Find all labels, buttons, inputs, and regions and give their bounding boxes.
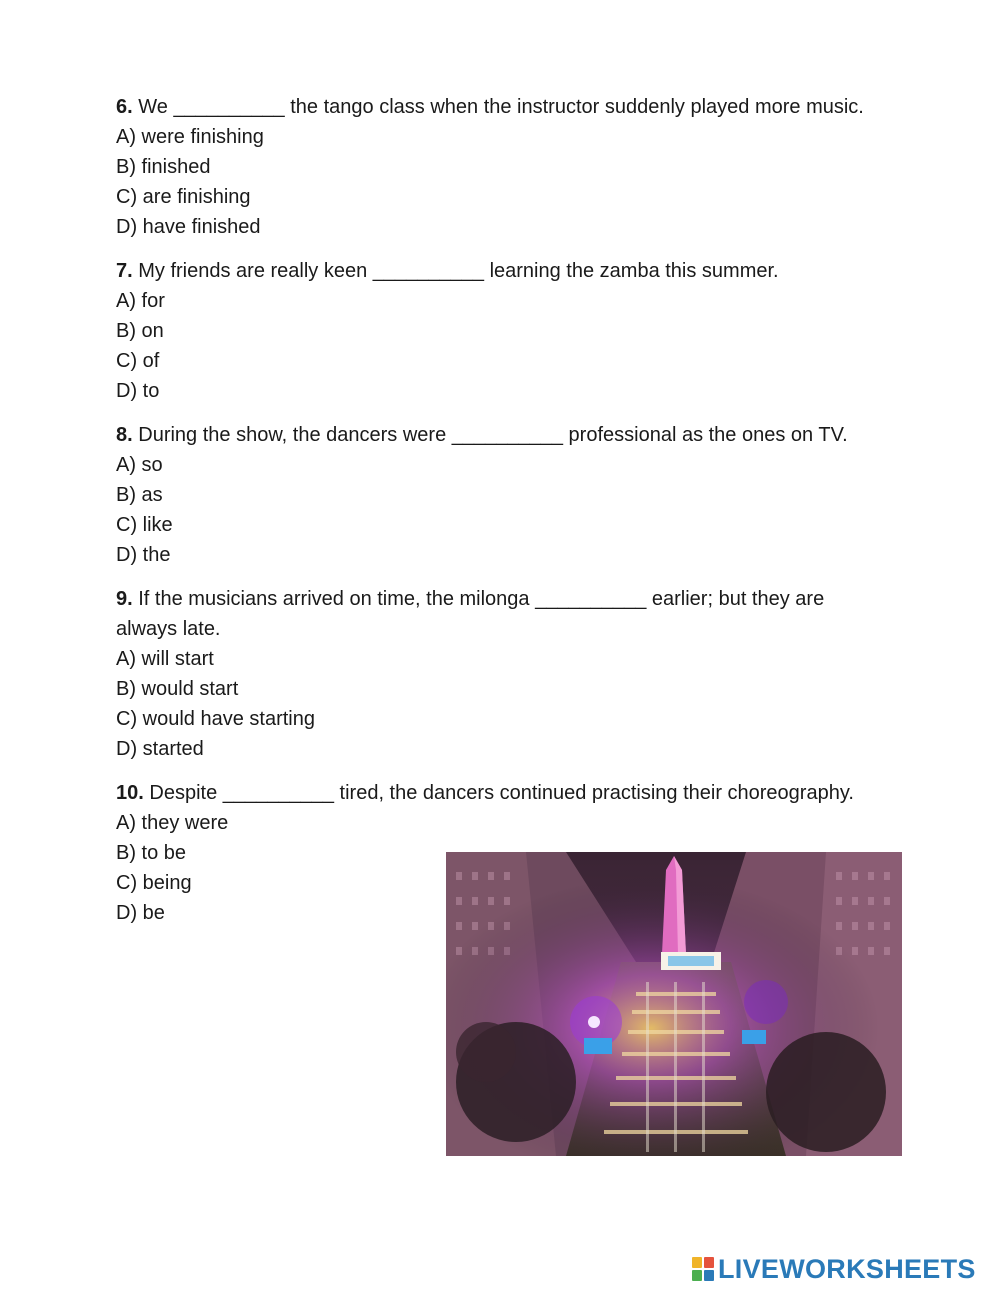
option-b[interactable]: B) would start: [116, 678, 239, 700]
question-stem: [116, 256, 916, 286]
question-text: We __________ the tango class when the instructor suddenly played more music.: [138, 96, 864, 118]
question-6: [116, 92, 916, 242]
option-c[interactable]: C) would have starting: [116, 708, 315, 730]
brand-name: LIVEWORKSHEETS: [718, 1253, 976, 1284]
question-7: [116, 256, 916, 406]
question-stem: [116, 584, 876, 644]
question-text: During the show, the dancers were __________ professional as the ones on TV.: [138, 424, 848, 446]
option-d[interactable]: D) the: [116, 544, 171, 566]
question-text: Despite __________ tired, the dancers continued practising their choreography.: [149, 782, 854, 804]
question-number: 8.: [116, 424, 133, 446]
option-a[interactable]: A) they were: [116, 812, 229, 834]
option-d[interactable]: D) be: [116, 902, 165, 924]
question-stem: [116, 778, 916, 808]
option-b[interactable]: B) as: [116, 484, 163, 506]
logo-mark-icon: [692, 1257, 714, 1281]
option-b[interactable]: B) finished: [116, 156, 211, 178]
option-a[interactable]: A) for: [116, 290, 165, 312]
option-b[interactable]: B) to be: [116, 842, 187, 864]
option-c[interactable]: C) like: [116, 514, 173, 536]
question-9: [116, 584, 876, 764]
option-c[interactable]: C) being: [116, 872, 192, 894]
question-text: If the musicians arrived on time, the milonga __________ earlier; but they are always late.: [116, 588, 825, 640]
option-d[interactable]: D) started: [116, 738, 204, 760]
question-8: [116, 420, 916, 570]
question-stem: [116, 420, 916, 450]
option-c[interactable]: C) are finishing: [116, 186, 251, 208]
question-number: 6.: [116, 96, 133, 118]
option-b[interactable]: B) on: [116, 320, 164, 342]
option-a[interactable]: A) were finishing: [116, 126, 264, 148]
option-c[interactable]: C) of: [116, 350, 160, 372]
option-a[interactable]: A) so: [116, 454, 163, 476]
obelisk-night-photo: [446, 852, 902, 1156]
question-number: 10.: [116, 782, 144, 804]
option-d[interactable]: D) to: [116, 380, 160, 402]
option-d[interactable]: D) have finished: [116, 216, 261, 238]
question-number: 9.: [116, 588, 133, 610]
option-a[interactable]: A) will start: [116, 648, 214, 670]
liveworksheets-logo: [692, 1254, 976, 1284]
question-stem: [116, 92, 916, 122]
question-text: My friends are really keen __________ learning the zamba this summer.: [138, 260, 779, 282]
question-number: 7.: [116, 260, 133, 282]
